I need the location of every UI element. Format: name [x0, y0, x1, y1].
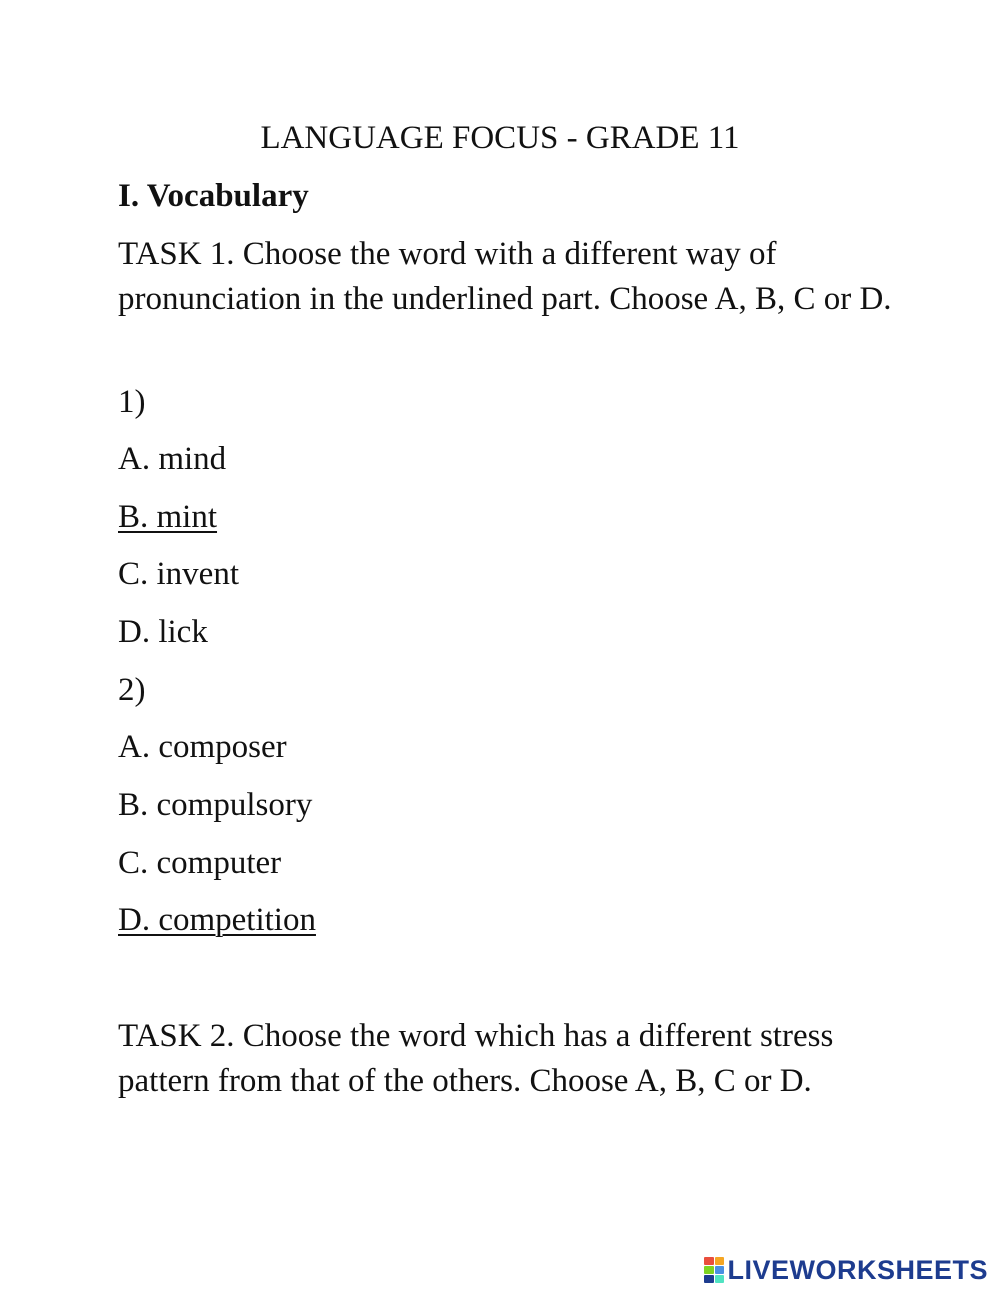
liveworksheets-logo-icon — [704, 1257, 724, 1283]
question-1-option-a: A. mind — [118, 441, 227, 477]
task2-instruction: TASK 2. Choose the word which has a different stress pattern from that of the others. Choose A, B, C or D. — [118, 1018, 834, 1099]
section-heading: I. Vocabulary — [118, 178, 309, 214]
question-2-option-a: A. composer — [118, 729, 287, 765]
page-title: LANGUAGE FOCUS - GRADE 11 — [260, 120, 740, 156]
question-1-option-d: D. lick — [118, 614, 208, 650]
question-1-option-b: B. mint — [118, 499, 218, 535]
question-2-option-c: C. computer — [118, 845, 282, 881]
liveworksheets-logo-text: LIVEWORKSHEETS — [727, 1255, 988, 1285]
question-1-option-c: C. invent — [118, 556, 239, 592]
task1-instruction: TASK 1. Choose the word with a different way of pronunciation in the underlined part. Choose A, B, C or D. — [118, 236, 892, 317]
question-2-option-b: B. compulsory — [118, 787, 313, 823]
question-1-number: 1) — [118, 384, 146, 420]
liveworksheets-logo — [704, 1253, 988, 1287]
question-2-number: 2) — [118, 672, 146, 708]
question-2-option-d: D. competition — [118, 902, 316, 938]
